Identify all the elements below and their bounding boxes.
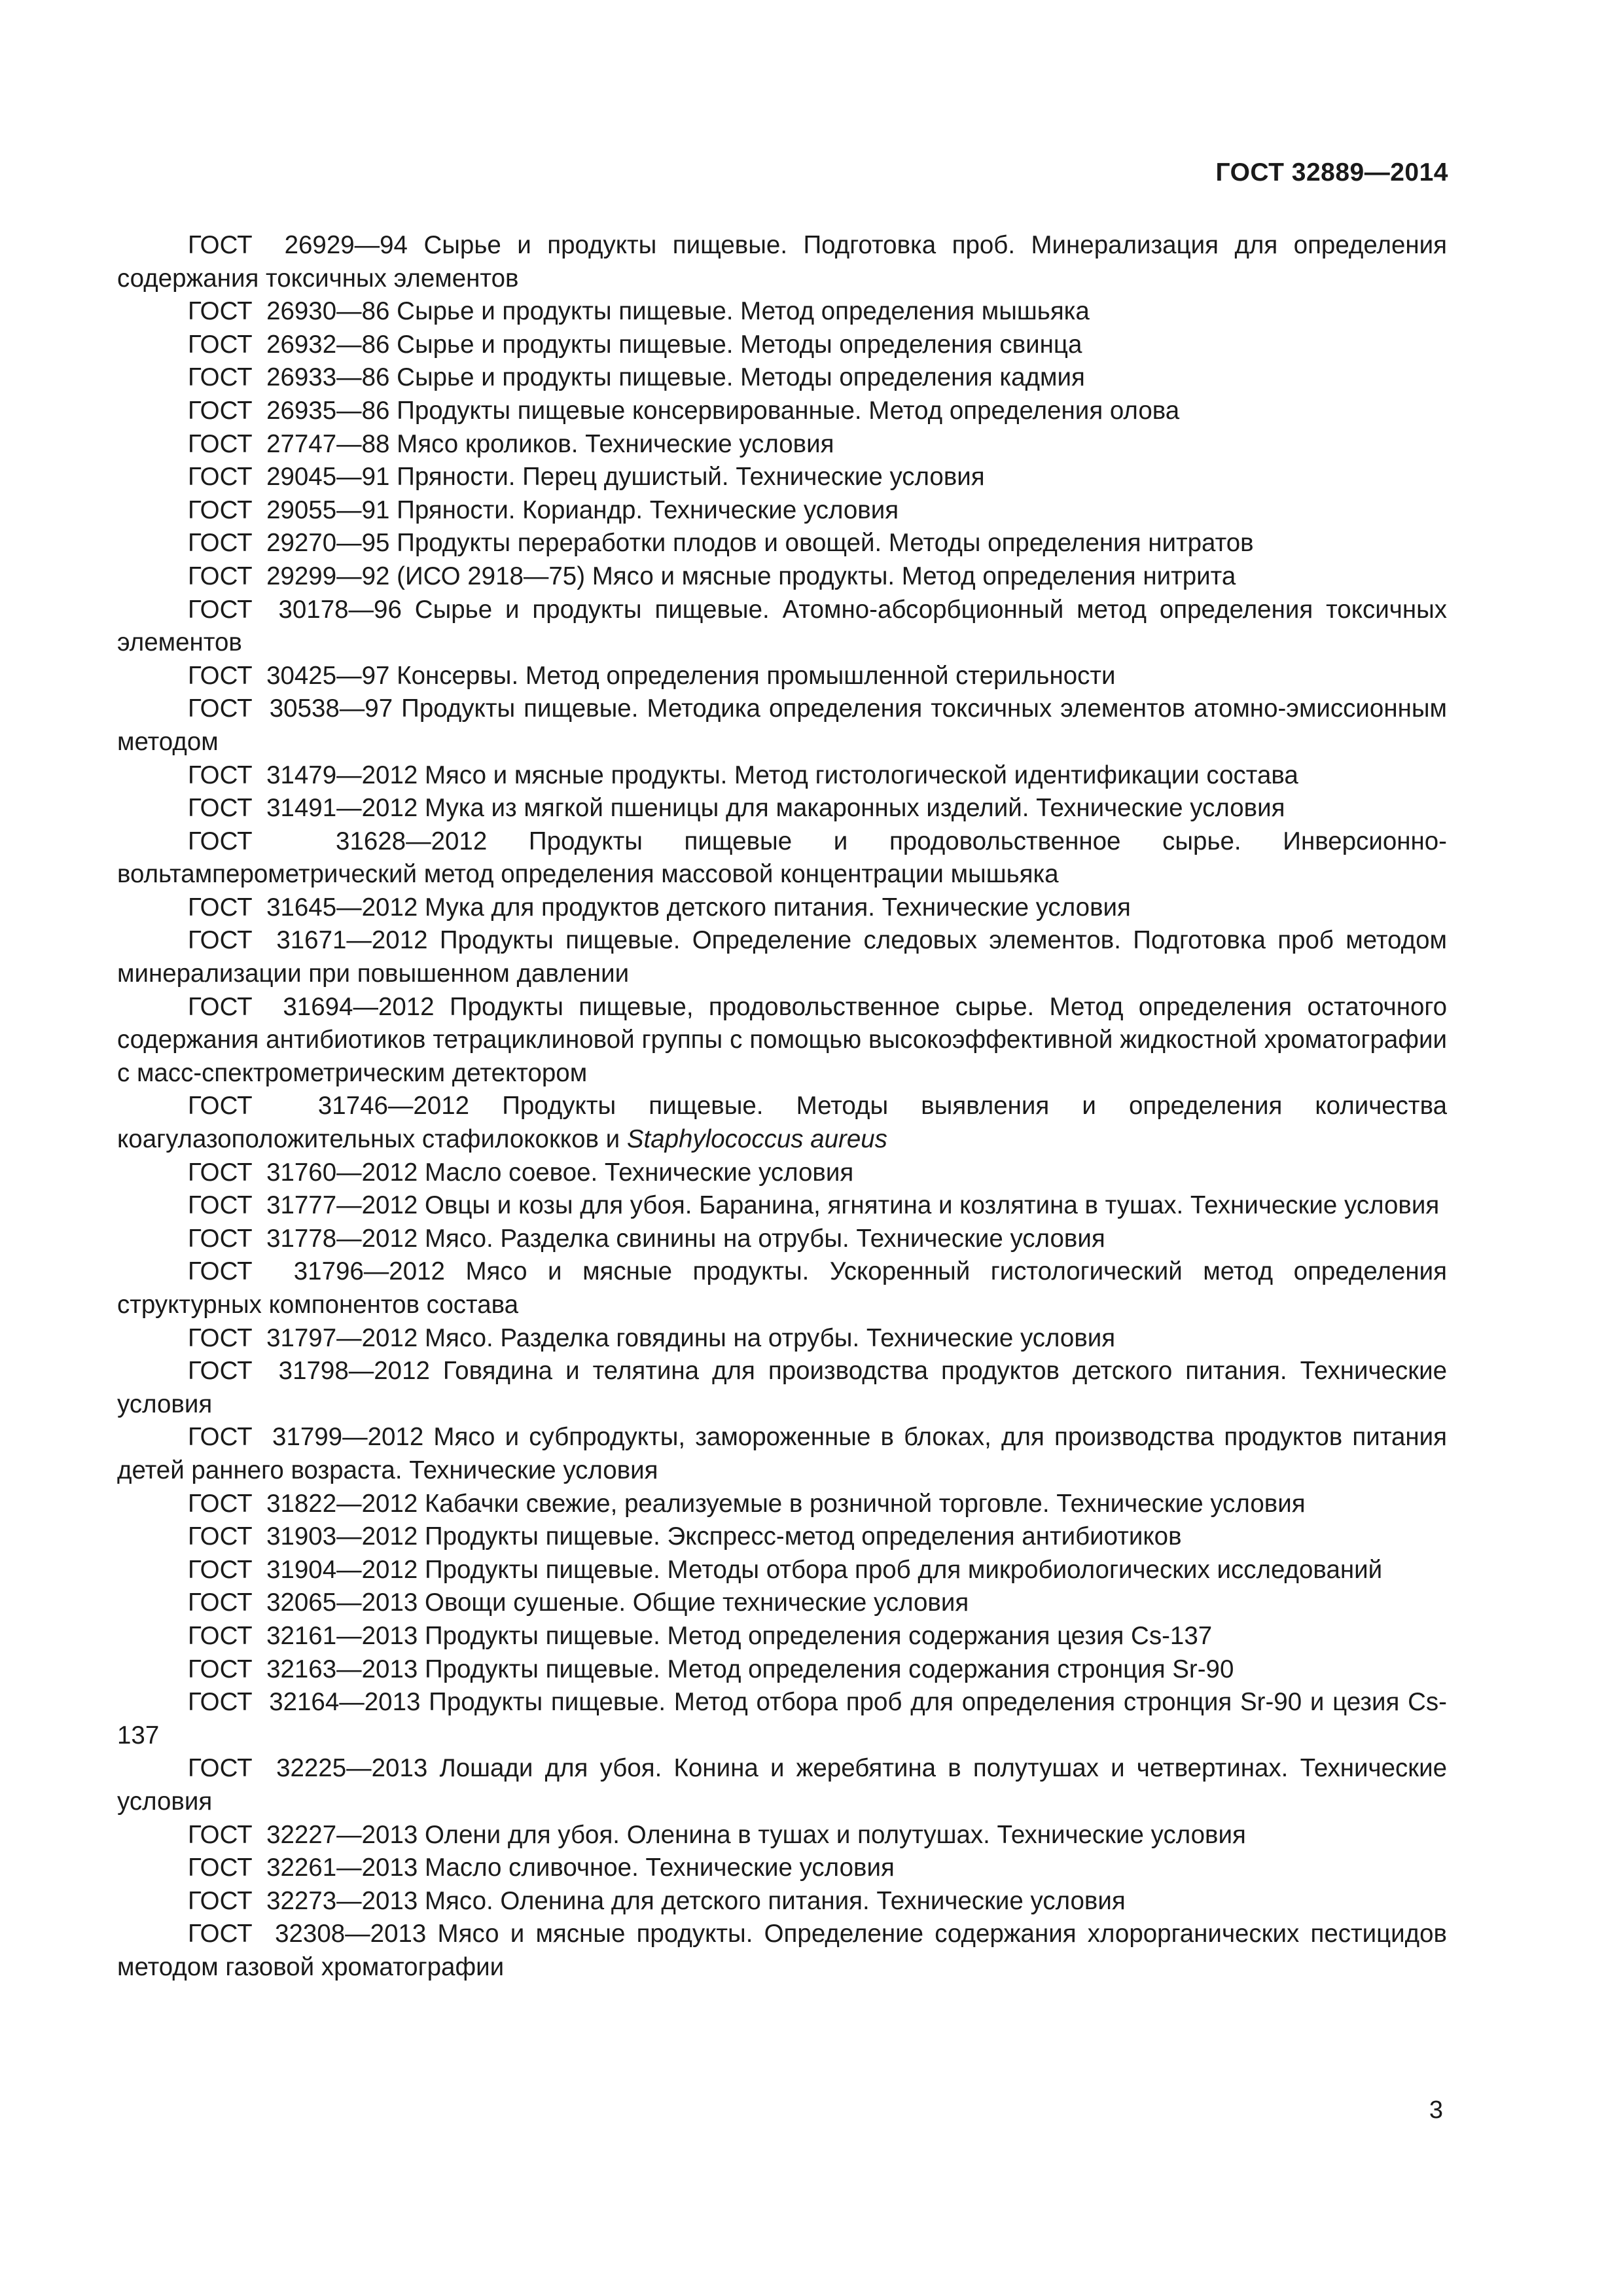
reference-title: Продукты пищевые. Методика определения токсичных элементов атомно-эмиссионным методом [117, 694, 1448, 756]
reference-standard-number: ГОСТ 32065—2013 [188, 1588, 418, 1617]
reference-standard-number: ГОСТ 31904—2012 [188, 1555, 418, 1584]
reference-entry [117, 329, 1447, 362]
reference-title: Мясо и субпродукты, замороженные в блоках, для производства продуктов питания детей раннего возраста. Технические условия [117, 1423, 1447, 1484]
reference-standard-number: ГОСТ 32163—2013 [188, 1655, 418, 1683]
reference-entry [117, 1653, 1447, 1687]
reference-standard-number: ГОСТ 26930—86 [188, 297, 390, 326]
reference-entry [117, 1620, 1447, 1653]
reference-title: Мука из мягкой пшеницы для макаронных изделий. Технические условия [418, 794, 1285, 823]
reference-title: Мука для продуктов детского питания. Технические условия [418, 893, 1131, 922]
reference-standard-number: ГОСТ 31760—2012 [188, 1158, 418, 1187]
reference-title-italic: Staphylococcus aureus [626, 1125, 887, 1154]
reference-title: Мясо. Разделка говядины на отрубы. Технические условия [418, 1323, 1116, 1352]
reference-standard-number: ГОСТ 29270—95 [188, 529, 390, 558]
reference-entry [117, 1488, 1447, 1521]
reference-standard-number: ГОСТ 30538—97 [188, 694, 393, 723]
reference-standard-number: ГОСТ 32261—2013 [188, 1854, 418, 1882]
reference-title: Мясо. Разделка свинины на отрубы. Технические условия [418, 1224, 1105, 1253]
reference-entry [117, 1554, 1447, 1587]
reference-standard-number: ГОСТ 31628—2012 [188, 827, 488, 855]
reference-title: Мясо и мясные продукты. Ускоренный гистологический метод определения структурных компонентов состава [117, 1257, 1447, 1319]
reference-title: Продукты пищевые. Метод отбора проб для определения стронция Sr-90 и цезия Cs-137 [117, 1688, 1447, 1749]
reference-title: Масло сливочное. Технические условия [418, 1854, 895, 1882]
reference-title: Сырье и продукты пищевые. Методы определения свинца [389, 330, 1082, 359]
reference-title: Мясо. Оленина для детского питания. Технические условия [418, 1886, 1126, 1915]
reference-standard-number: ГОСТ 31822—2012 [188, 1489, 418, 1518]
reference-entry [117, 1918, 1447, 1984]
reference-entry [117, 1189, 1447, 1223]
reference-title: Консервы. Метод определения промышленной стерильности [389, 661, 1116, 690]
reference-standard-number: ГОСТ 31778—2012 [188, 1224, 418, 1253]
reference-title: Пряности. Кориандр. Технические условия [389, 495, 899, 524]
reference-title: Продукты пищевые. Определение следовых элементов. Подготовка проб методом минерализации при повышенном давлении [117, 926, 1447, 988]
reference-entry [117, 991, 1447, 1090]
reference-standard-number: ГОСТ 31797—2012 [188, 1323, 418, 1352]
reference-standard-number: ГОСТ 32308—2013 [188, 1920, 427, 1948]
reference-title: Продукты переработки плодов и овощей. Методы определения нитратов [389, 529, 1254, 558]
reference-entry [117, 361, 1447, 395]
reference-standard-number: ГОСТ 30425—97 [188, 661, 390, 690]
reference-title: Продукты пищевые, продовольственное сырье. Метод определения остаточного содержания антибиотиков тетрациклиновой группы с помощью высокоэффективной жидкостной хроматографии с масс-спектрометрическим детектором [117, 992, 1447, 1087]
reference-standard-number: ГОСТ 31799—2012 [188, 1423, 424, 1452]
page-number: 3 [1429, 2096, 1443, 2124]
reference-title: Овцы и козы для убоя. Баранина, ягнятина и козлятина в тушах. Технические условия [418, 1191, 1440, 1220]
reference-entry [117, 1223, 1447, 1256]
reference-standard-number: ГОСТ 31671—2012 [188, 926, 428, 955]
reference-title: Продукты пищевые консервированные. Метод определения олова [389, 396, 1180, 425]
reference-title: Продукты пищевые. Метод определения содержания стронция Sr-90 [418, 1655, 1234, 1683]
reference-entry [117, 295, 1447, 329]
reference-entry [117, 1819, 1447, 1852]
reference-title: Продукты пищевые. Метод определения содержания цезия Cs-137 [418, 1621, 1213, 1650]
reference-entry [117, 759, 1447, 793]
document-code-header: ГОСТ 32889—2014 [1215, 158, 1448, 187]
reference-title: Олени для убоя. Оленина в тушах и полутушах. Технические условия [418, 1820, 1246, 1849]
reference-entry [117, 594, 1447, 660]
reference-title: Мясо и мясные продукты. Метод гистологической идентификации состава [418, 761, 1298, 789]
reference-entry [117, 395, 1447, 428]
reference-entry [117, 660, 1447, 693]
reference-entry [117, 891, 1447, 925]
reference-title: Мясо кроликов. Технические условия [389, 429, 834, 458]
reference-entry [117, 1421, 1447, 1487]
reference-entry [117, 1686, 1447, 1752]
reference-title: Овощи сушеные. Общие технические условия [418, 1588, 969, 1617]
reference-standard-number: ГОСТ 31694—2012 [188, 992, 435, 1021]
reference-title: Продукты пищевые. Экспресс-метод определения антибиотиков [418, 1522, 1182, 1551]
reference-title: Лошади для убоя. Конина и жеребятина в полутушах и четвертинах. Технические условия [117, 1754, 1447, 1816]
reference-entry [117, 792, 1447, 825]
reference-title: Пряности. Перец душистый. Технические условия [389, 463, 985, 492]
reference-standard-number: ГОСТ 31645—2012 [188, 893, 418, 922]
reference-title: Сырье и продукты пищевые. Метод определения мышьяка [389, 297, 1090, 326]
reference-standard-number: ГОСТ 26929—94 [188, 231, 408, 259]
reference-title: Говядина и телятина для производства продуктов детского питания. Технические условия [117, 1357, 1447, 1418]
reference-entry [117, 825, 1447, 891]
reference-entry [117, 527, 1447, 560]
reference-entry [117, 1752, 1447, 1818]
reference-standard-number: ГОСТ 26932—86 [188, 330, 390, 359]
reference-standard-number: ГОСТ 31491—2012 [188, 794, 418, 823]
reference-title: Мясо и мясные продукты. Определение содержания хлорорганических пестицидов методом газовой хроматографии [117, 1920, 1448, 1981]
reference-entry [117, 1255, 1447, 1321]
reference-standard-number: ГОСТ 26935—86 [188, 396, 390, 425]
reference-title: Масло соевое. Технические условия [418, 1158, 854, 1187]
reference-entry [117, 1587, 1447, 1620]
reference-standard-number: ГОСТ 32225—2013 [188, 1754, 428, 1783]
reference-entry [117, 1355, 1447, 1421]
reference-standard-number: ГОСТ 26933—86 [188, 363, 390, 392]
normative-references-list [117, 229, 1447, 1984]
reference-entry [117, 1885, 1447, 1918]
reference-entry [117, 1090, 1447, 1156]
reference-standard-number: ГОСТ 29055—91 [188, 495, 390, 524]
reference-standard-number: ГОСТ 31479—2012 [188, 761, 418, 789]
reference-entry [117, 1157, 1447, 1190]
reference-standard-number: ГОСТ 27747—88 [188, 429, 390, 458]
reference-entry [117, 428, 1447, 461]
reference-entry [117, 461, 1447, 494]
reference-standard-number: ГОСТ 29299—92 [188, 562, 390, 590]
reference-entry [117, 924, 1447, 990]
reference-title: Продукты пищевые. Методы отбора проб для микробиологических исследований [418, 1555, 1383, 1584]
reference-title: Сырье и продукты пищевые. Атомно-абсорбционный метод определения токсичных элементов [117, 595, 1447, 657]
reference-entry [117, 1322, 1447, 1355]
reference-standard-number: ГОСТ 32273—2013 [188, 1886, 418, 1915]
reference-entry [117, 1852, 1447, 1885]
reference-standard-number: ГОСТ 31746—2012 [188, 1092, 470, 1121]
reference-standard-number: ГОСТ 29045—91 [188, 463, 390, 492]
reference-entry [117, 692, 1447, 759]
reference-title: Сырье и продукты пищевые. Подготовка проб. Минерализация для определения содержания токсичных элементов [117, 231, 1448, 293]
reference-standard-number: ГОСТ 32227—2013 [188, 1820, 418, 1849]
reference-standard-number: ГОСТ 31796—2012 [188, 1257, 445, 1286]
reference-title: Продукты пищевые. Методы выявления и определения количества коагулазоположительных стафилококков и [117, 1092, 1447, 1154]
reference-standard-number: ГОСТ 31798—2012 [188, 1357, 430, 1386]
reference-standard-number: ГОСТ 32161—2013 [188, 1621, 418, 1650]
reference-entry [117, 1520, 1447, 1554]
reference-title: (ИСО 2918—75) Мясо и мясные продукты. Метод определения нитрита [389, 562, 1236, 590]
reference-entry [117, 560, 1447, 594]
reference-standard-number: ГОСТ 30178—96 [188, 595, 402, 624]
reference-standard-number: ГОСТ 32164—2013 [188, 1688, 421, 1717]
reference-entry [117, 229, 1447, 295]
reference-title: Кабачки свежие, реализуемые в розничной торговле. Технические условия [418, 1489, 1306, 1518]
reference-title: Сырье и продукты пищевые. Методы определения кадмия [389, 363, 1085, 392]
reference-entry [117, 494, 1447, 528]
reference-standard-number: ГОСТ 31903—2012 [188, 1522, 418, 1551]
reference-standard-number: ГОСТ 31777—2012 [188, 1191, 418, 1220]
reference-title: Продукты пищевые и продовольственное сырье. Инверсионно-вольтамперометрический метод определения массовой концентрации мышьяка [117, 827, 1447, 889]
